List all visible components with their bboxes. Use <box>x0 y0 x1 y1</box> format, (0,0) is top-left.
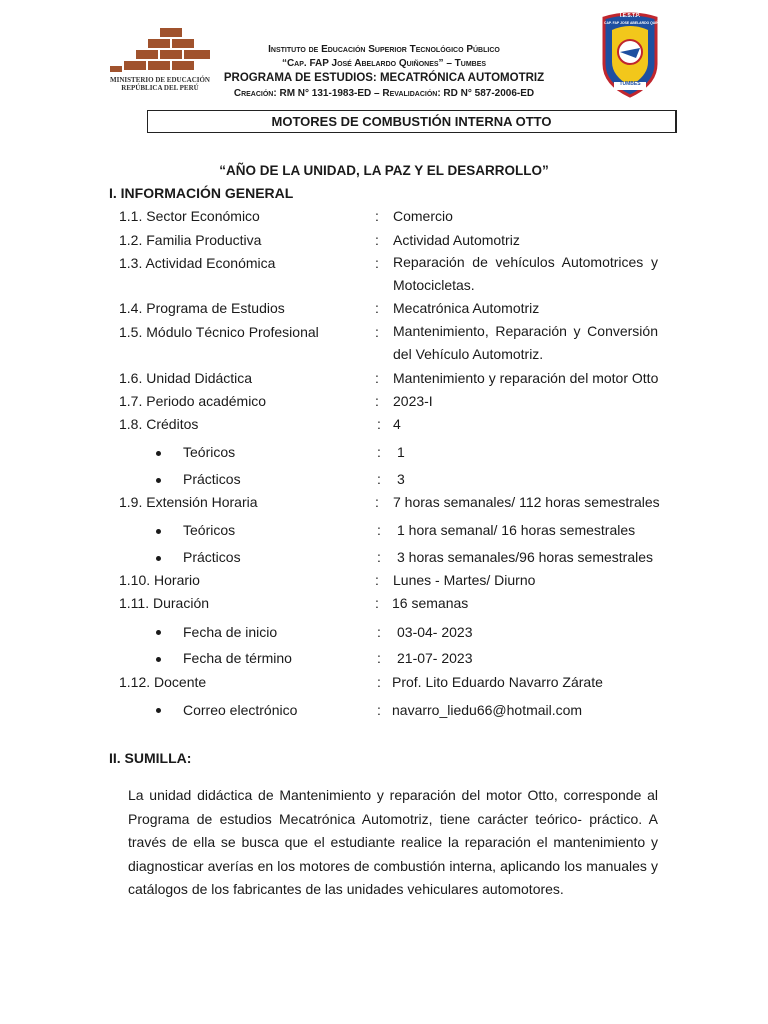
unidad-label: 1.6. Unidad Didáctica <box>119 370 253 386</box>
section-2-heading: II. SUMILLA: <box>109 750 192 766</box>
inicio-value: 03-04- 2023 <box>397 624 473 640</box>
colon: : <box>377 549 381 565</box>
bullet-icon <box>156 478 161 483</box>
unidad-value: Mantenimiento y reparación del motor Otto <box>393 370 659 386</box>
familia-value: Actividad Automotriz <box>393 232 520 248</box>
colon: : <box>377 650 381 666</box>
ext-practicos-label: Prácticos <box>183 549 241 565</box>
modulo-label: 1.5. Módulo Técnico Profesional <box>119 324 319 340</box>
ministry-name-2: REPÚBLICA DEL PERÚ <box>121 84 199 92</box>
ministry-name-1: MINISTERIO DE EDUCACIÓN <box>110 76 210 84</box>
colon: : <box>375 572 379 588</box>
duracion-value: 16 semanas <box>392 595 469 611</box>
bullet-icon <box>156 630 161 635</box>
colon: : <box>377 674 381 690</box>
sumilla-paragraph: La unidad didáctica de Mantenimiento y reparación del motor Otto, corresponde al Programa de estudios Mecatrónica Automotriz, tiene carácter teórico- práctico. A través de ella se busca que el estudiante realice la reparación el mantenimiento y diagnosticar averías en los motores de combustión interna, aplicando los manuales y catálogos de los fabricantes de las unidades vehiculares automotores. <box>128 787 658 897</box>
ext-teoricos-label: Teóricos <box>183 522 236 538</box>
extension-label: 1.9. Extensión Horaria <box>119 494 258 510</box>
colon: : <box>375 494 379 510</box>
bullet-icon <box>156 556 161 561</box>
colon: : <box>377 624 381 640</box>
extension-value: 7 horas semanales/ 112 horas semestrales <box>393 494 660 510</box>
seal-bottom-text: TUMBES <box>619 81 641 87</box>
program-name: PROGRAMA DE ESTUDIOS: MECATRÓNICA AUTOMOTRIZ <box>223 72 545 84</box>
docente-value: Prof. Lito Eduardo Navarro Zárate <box>392 674 603 690</box>
docente-label: 1.12. Docente <box>119 674 207 690</box>
institute-subname: “Cap. FAP José Abelardo Quiñones” – Tumbes <box>281 58 487 69</box>
colon: : <box>377 702 381 718</box>
colon: : <box>375 324 379 340</box>
periodo-value: 2023-I <box>393 393 433 409</box>
colon: : <box>375 370 379 386</box>
document-title: MOTORES DE COMBUSTIÓN INTERNA OTTO <box>147 110 677 133</box>
year-motto: “AÑO DE LA UNIDAD, LA PAZ Y EL DESARROLLO” <box>219 163 549 178</box>
correo-label: Correo electrónico <box>183 702 298 718</box>
duracion-label: 1.11. Duración <box>119 595 210 611</box>
bullet-icon <box>156 451 161 456</box>
termino-label: Fecha de término <box>183 650 292 666</box>
colon: : <box>375 232 379 248</box>
creditos-label: 1.8. Créditos <box>119 416 199 432</box>
actividad-value-line1: Reparación de vehículos Automotrices y <box>393 254 658 270</box>
programa-label: 1.4. Programa de Estudios <box>119 300 285 316</box>
cred-teoricos-value: 1 <box>397 444 405 460</box>
colon: : <box>375 595 379 611</box>
ext-teoricos-value: 1 hora semanal/ 16 horas semestrales <box>397 522 636 538</box>
sector-value: Comercio <box>393 208 453 224</box>
termino-value: 21-07- 2023 <box>397 650 473 666</box>
institute-name: Instituto de Educación Superior Tecnológico Público <box>268 44 500 55</box>
actividad-value-line2: Motocicletas. <box>393 277 475 293</box>
colon: : <box>375 208 379 224</box>
modulo-value-line1: Mantenimiento, Reparación y Conversión <box>393 323 658 339</box>
creditos-value: 4 <box>393 416 401 432</box>
bullet-icon <box>156 708 161 713</box>
colon: : <box>375 393 379 409</box>
bullet-icon <box>156 657 161 662</box>
colon: : <box>375 255 379 271</box>
colon: : <box>377 416 381 432</box>
seal-top-text: I.E.S.T.P. <box>619 13 641 19</box>
sector-label: 1.1. Sector Económico <box>119 208 260 224</box>
correo-value: navarro_liedu66@hotmail.com <box>392 702 583 718</box>
periodo-label: 1.7. Periodo académico <box>119 393 267 409</box>
programa-value: Mecatrónica Automotriz <box>393 300 540 316</box>
colon: : <box>377 471 381 487</box>
colon: : <box>377 522 381 538</box>
modulo-value-line2: del Vehículo Automotriz. <box>393 346 544 362</box>
colon: : <box>375 300 379 316</box>
bullet-icon <box>156 529 161 534</box>
horario-value: Lunes - Martes/ Diurno <box>393 572 536 588</box>
inicio-label: Fecha de inicio <box>183 624 278 640</box>
horario-label: 1.10. Horario <box>119 572 200 588</box>
ext-practicos-value: 3 horas semanales/96 horas semestrales <box>397 549 654 565</box>
creation-info: Creación: RM N° 131-1983-ED – Revalidación: RD N° 587-2006-ED <box>233 88 535 99</box>
seal-ring-text: CAP. FAP JOSE ABELARDO QUIÑONES <box>604 21 669 25</box>
section-1-heading: I. INFORMACIÓN GENERAL <box>109 185 294 201</box>
cred-teoricos-label: Teóricos <box>183 444 236 460</box>
cred-practicos-value: 3 <box>397 471 405 487</box>
colon: : <box>377 444 381 460</box>
actividad-label: 1.3. Actividad Económica <box>119 255 276 271</box>
familia-label: 1.2. Familia Productiva <box>119 232 262 248</box>
cred-practicos-label: Prácticos <box>183 471 241 487</box>
